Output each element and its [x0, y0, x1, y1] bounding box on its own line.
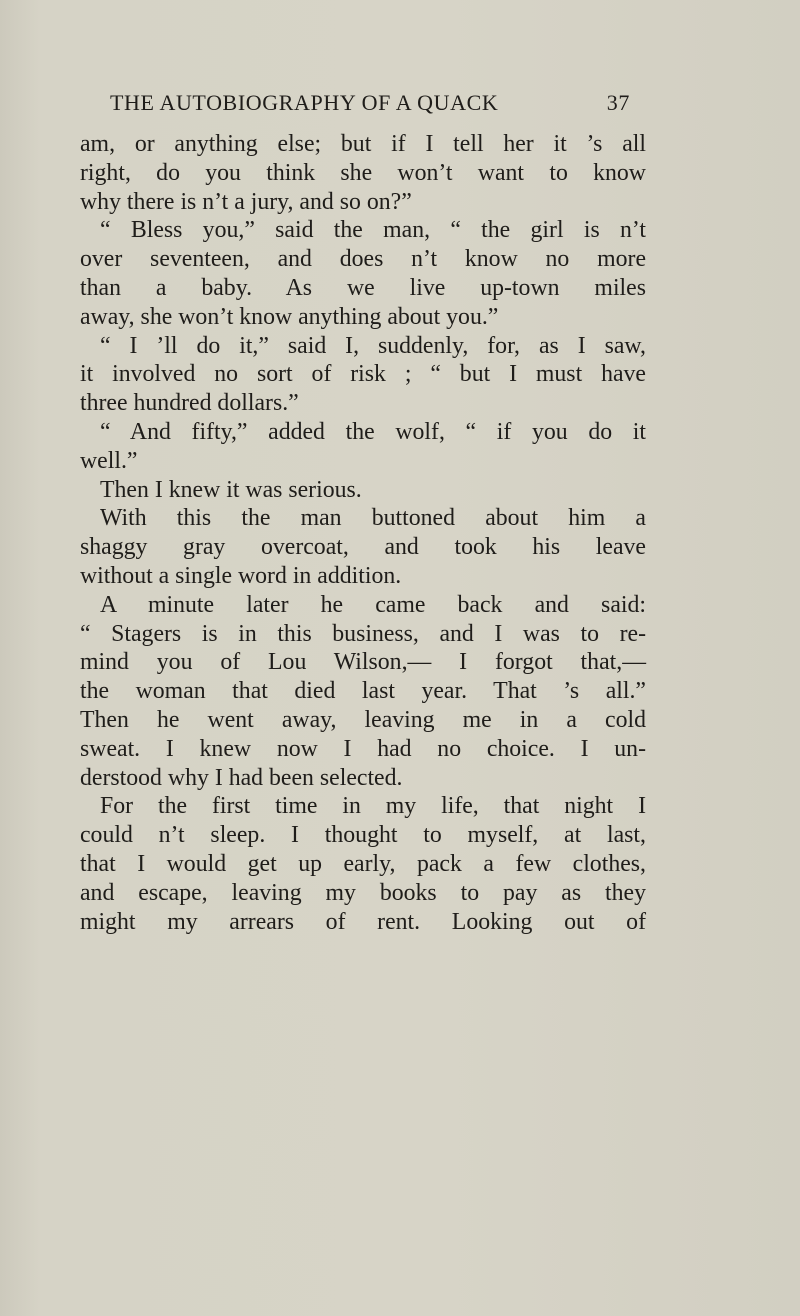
text-line: over seventeen, and does n’t know no more [80, 246, 646, 273]
text-line: why there is n’t a jury, and so on?” [80, 188, 412, 215]
text-line: could n’t sleep. I thought to myself, at last, [80, 822, 646, 849]
text-line: might my arrears of rent. Looking out of [80, 908, 646, 935]
text-line: “ I ’ll do it,” said I, suddenly, for, as I saw, [100, 332, 646, 359]
text-line: right, do you think she won’t want to know [80, 159, 646, 186]
body-text [80, 130, 646, 936]
text-line: Then he went away, leaving me in a cold [80, 706, 646, 733]
text-line: well.” [80, 447, 138, 474]
text-line: away, she won’t know anything about you.” [80, 303, 499, 330]
text-line: derstood why I had been selected. [80, 764, 403, 791]
page-header [110, 90, 630, 122]
text-line: that I would get up early, pack a few clothes, [80, 850, 646, 877]
text-line: sweat. I knew now I had no choice. I un- [80, 735, 646, 762]
text-line: “ And fifty,” added the wolf, “ if you do it [100, 418, 646, 445]
text-line: “ Stagers is in this business, and I was to re- [80, 620, 646, 647]
text-line: the woman that died last year. That ’s all.” [80, 678, 646, 705]
text-line: it involved no sort of risk ; “ but I must have [80, 361, 646, 388]
text-line: am, or anything else; but if I tell her it ’s all [80, 131, 646, 157]
text-line: than a baby. As we live up-town miles [80, 274, 646, 301]
text-line: three hundred dollars.” [80, 390, 299, 417]
text-line: shaggy gray overcoat, and took his leave [80, 534, 646, 561]
text-line: With this the man buttoned about him a [100, 505, 646, 532]
text-line: For the first time in my life, that night I [100, 793, 646, 820]
text-line: A minute later he came back and said: [100, 591, 646, 618]
page-number: 37 [606, 90, 630, 115]
text-line: “ Bless you,” said the man, “ the girl is n’t [100, 217, 646, 244]
text-line: mind you of Lou Wilson,— I forgot that,— [80, 649, 646, 676]
text-line: without a single word in addition. [80, 562, 402, 589]
text-line: and escape, leaving my books to pay as they [80, 879, 646, 906]
text-line: Then I knew it was serious. [100, 476, 362, 503]
running-head: THE AUTOBIOGRAPHY OF A QUACK [110, 90, 499, 115]
